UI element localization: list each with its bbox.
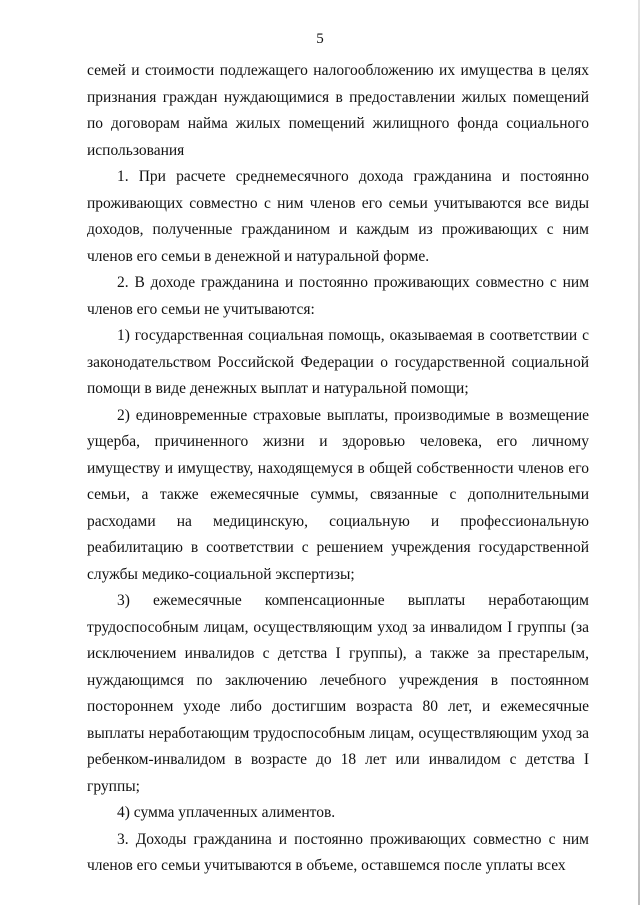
paragraph-subclause-3: 3) ежемесячные компенсационные выплаты неработающим трудоспособным лицам, осуществляющим уход за инвалидом I группы (за исключением инвалидов с детства I группы), а также за престарелым, нуждающимся по заключению лечебного учреждения в постоянном постороннем уходе либо достигшим возраста 80 лет, и ежемесячные выплаты неработающим трудоспособным лицам, осуществляющим уход за ребенком-инвалидом в возрасте до 18 лет или инвалидом с детства I группы; <box>87 592 589 795</box>
document-body <box>87 58 589 880</box>
page-number: 5 <box>316 31 324 47</box>
paragraph-continuation: семей и стоимости подлежащего налогообложению их имущества в целях признания граждан нуждающимися в предоставлении жилых помещений по договорам найма жилых помещений жилищного фонда социального использования <box>87 62 589 159</box>
paragraph-subclause-4: 4) сумма уплаченных алиментов. <box>117 804 336 821</box>
paragraph-subclause-1: 1) государственная социальная помощь, оказываемая в соответствии с законодательством Российской Федерации о государственной социальной помощи в виде денежных выплат и натуральной помощи; <box>87 327 589 397</box>
paragraph-clause-3: 3. Доходы гражданина и постоянно проживающих совместно с ним членов его семьи учитываются в объеме, оставшемся после уплаты всех <box>87 830 589 874</box>
paragraph-subclause-2: 2) единовременные страховые выплаты, производимые в возмещение ущерба, причиненного жизни и здоровью человека, его личному имуществу и имуществу, находящемуся в общей собственности членов его семьи, а также ежемесячные суммы, связанные с дополнительными расходами на медицинскую, социальную и профессиональную реабилитацию в соответствии с решением учреждения государственной службы медико-социальной экспертизы; <box>87 406 589 583</box>
paragraph-clause-1: 1. При расчете среднемесячного дохода гражданина и постоянно проживающих совместно с ним членов его семьи учитываются все виды доходов, полученные гражданином и каждым из проживающих с ним членов его семьи в денежной и натуральной форме. <box>87 168 589 265</box>
paragraph-clause-2: 2. В доходе гражданина и постоянно проживающих совместно с ним членов его семьи не учитываются: <box>87 274 589 318</box>
